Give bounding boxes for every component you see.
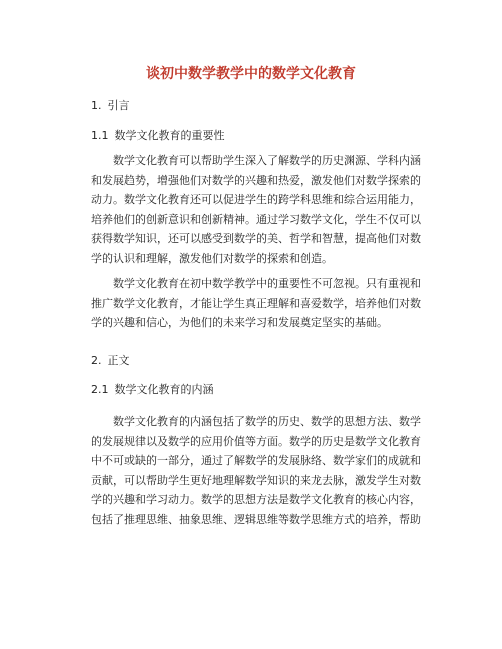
paragraph-significance bbox=[91, 274, 421, 333]
paragraph-importance bbox=[91, 151, 421, 268]
subsection-number: 2.1 bbox=[91, 383, 109, 396]
paragraph-line: 数学文化教育可以帮助学生深入了解数学的历史渊源、学科内涵 bbox=[113, 154, 421, 167]
paragraph-line: 学的认识和理解，激发他们对数学的探索和创造。 bbox=[91, 251, 333, 265]
paragraph-line: 数学文化教育的内涵包括了数学的历史、数学的思想方法、数学 bbox=[113, 415, 421, 428]
paragraph-connotation bbox=[91, 412, 421, 529]
paragraph-line: 中不可或缺的一部分，通过了解数学的发展脉络、数学家们的成就和 bbox=[91, 454, 421, 467]
paragraph-line: 和发展趋势，增强他们对数学的兴趣和热爱，激发他们对数学探索的 bbox=[91, 173, 421, 187]
section-number: 2. bbox=[91, 354, 102, 367]
paragraph-line: 包括了推理思维、抽象思维、逻辑思维等数学思维方式的培养，帮助 bbox=[91, 512, 421, 526]
paragraph-line: 获得数学知识，还可以感受到数学的美、哲学和智慧，提高他们对数 bbox=[91, 232, 421, 245]
subsection-title: 数学文化教育的内涵 bbox=[114, 383, 214, 396]
subsection-number: 1.1 bbox=[91, 129, 109, 142]
paragraph-line: 培养他们的创新意识和创新精神。通过学习数学文化，学生不仅可以 bbox=[91, 212, 421, 226]
subsection-title: 数学文化教育的重要性 bbox=[114, 129, 225, 142]
paragraph-line: 的发展规律以及数学的应用价值等方面。数学的历史是数学文化教育 bbox=[91, 434, 421, 448]
paragraph-line: 贡献，可以帮助学生更好地理解数学知识的来龙去脉，激发学生对数 bbox=[91, 473, 421, 487]
paragraph-line: 学的兴趣和信心，为他们的未来学习和发展奠定坚实的基础。 bbox=[91, 316, 388, 329]
section-title: 正文 bbox=[107, 354, 130, 367]
section-heading-2 bbox=[91, 352, 130, 368]
subsection-heading-2-1 bbox=[91, 381, 214, 397]
section-title: 引言 bbox=[107, 99, 130, 112]
paragraph-line: 推广数学文化教育，才能让学生真正理解和喜爱数学，培养他们对数 bbox=[91, 296, 421, 310]
document-title: 谈初中数学教学中的数学文化教育 bbox=[146, 66, 356, 82]
paragraph-line: 学的兴趣和学习动力。数学的思想方法是数学文化教育的核心内容， bbox=[91, 493, 421, 506]
section-number: 1. bbox=[91, 99, 102, 112]
paragraph-line: 动力。数学文化教育还可以促进学生的跨学科思维和综合运用能力， bbox=[91, 193, 421, 206]
subsection-heading-1-1 bbox=[91, 127, 225, 143]
section-heading-1 bbox=[91, 97, 130, 113]
paragraph-line: 数学文化教育在初中数学教学中的重要性不可忽视。只有重视和 bbox=[113, 277, 421, 290]
